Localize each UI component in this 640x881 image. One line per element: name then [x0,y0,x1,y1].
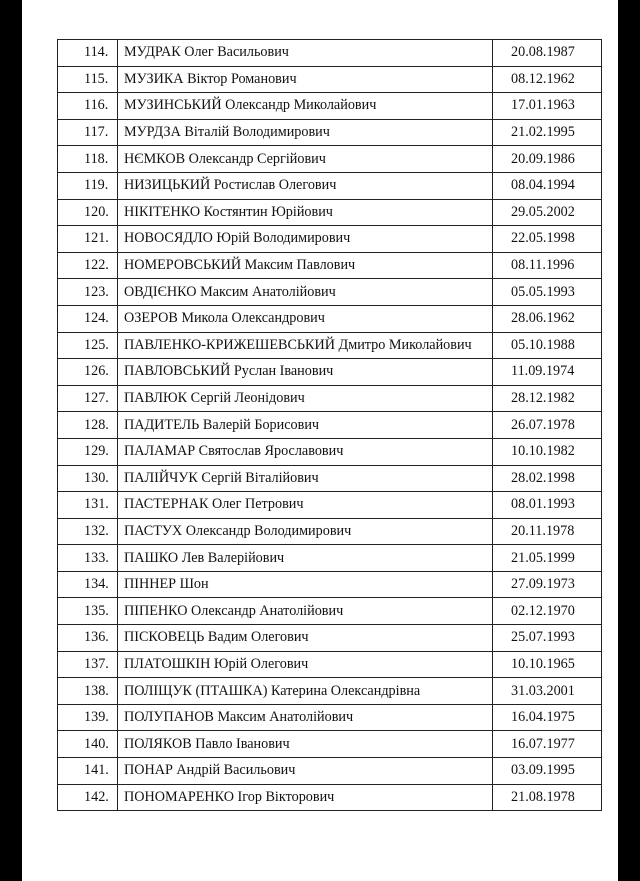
birth-date: 16.04.1975 [493,704,602,731]
birth-date: 02.12.1970 [493,598,602,625]
table-row [58,651,602,678]
row-number: 131. [58,492,118,519]
table-row [58,385,602,412]
row-number: 116. [58,93,118,120]
row-number: 132. [58,518,118,545]
row-number: 125. [58,332,118,359]
row-number: 133. [58,545,118,572]
table-row [58,119,602,146]
row-number: 128. [58,412,118,439]
person-name: ПЛАТОШКІН Юрій Олегович [118,651,493,678]
table-row [58,598,602,625]
birth-date: 26.07.1978 [493,412,602,439]
birth-date: 16.07.1977 [493,731,602,758]
row-number: 139. [58,704,118,731]
person-name: ПОЛІЩУК (ПТАШКА) Катерина Олександрівна [118,678,493,705]
birth-date: 21.02.1995 [493,119,602,146]
table-row [58,252,602,279]
birth-date: 20.08.1987 [493,40,602,67]
birth-date: 27.09.1973 [493,571,602,598]
row-number: 142. [58,784,118,811]
table-row [58,438,602,465]
person-name: НИЗИЦЬКИЙ Ростислав Олегович [118,172,493,199]
person-name: ПАШКО Лев Валерійович [118,545,493,572]
birth-date: 20.09.1986 [493,146,602,173]
table-row [58,332,602,359]
row-number: 134. [58,571,118,598]
table-row [58,359,602,386]
row-number: 129. [58,438,118,465]
table-row [58,40,602,67]
row-number: 119. [58,172,118,199]
row-number: 140. [58,731,118,758]
document-page [22,0,618,881]
table-row [58,93,602,120]
row-number: 117. [58,119,118,146]
row-number: 141. [58,758,118,785]
table-row [58,199,602,226]
row-number: 121. [58,226,118,253]
table-row [58,571,602,598]
table-row [58,279,602,306]
row-number: 138. [58,678,118,705]
birth-date: 11.09.1974 [493,359,602,386]
row-number: 136. [58,625,118,652]
person-name: ПАВЛЕНКО-КРИЖЕШЕВСЬКИЙ Дмитро Миколайович [118,332,493,359]
person-name: ПІННЕР Шон [118,571,493,598]
roster-table-body [58,40,602,811]
table-row [58,412,602,439]
table-row [58,704,602,731]
table-row [58,305,602,332]
table-row [58,66,602,93]
birth-date: 05.05.1993 [493,279,602,306]
row-number: 118. [58,146,118,173]
birth-date: 17.01.1963 [493,93,602,120]
row-number: 127. [58,385,118,412]
person-name: ПОЛЯКОВ Павло Іванович [118,731,493,758]
row-number: 123. [58,279,118,306]
person-name: МУЗИНСЬКИЙ Олександр Миколайович [118,93,493,120]
birth-date: 08.11.1996 [493,252,602,279]
person-name: НОВОСЯДЛО Юрій Володимирович [118,226,493,253]
birth-date: 25.07.1993 [493,625,602,652]
person-name: ОЗЕРОВ Микола Олександрович [118,305,493,332]
table-row [58,172,602,199]
birth-date: 28.06.1962 [493,305,602,332]
birth-date: 21.05.1999 [493,545,602,572]
person-name: ПАЛІЙЧУК Сергій Віталійович [118,465,493,492]
birth-date: 28.12.1982 [493,385,602,412]
birth-date: 20.11.1978 [493,518,602,545]
birth-date: 29.05.2002 [493,199,602,226]
table-row [58,492,602,519]
table-row [58,625,602,652]
person-name: НЄМКОВ Олександр Сергійович [118,146,493,173]
birth-date: 08.12.1962 [493,66,602,93]
birth-date: 08.04.1994 [493,172,602,199]
person-name: ПАВЛОВСЬКИЙ Руслан Іванович [118,359,493,386]
table-row [58,758,602,785]
row-number: 122. [58,252,118,279]
person-name: МУРДЗА Віталій Володимирович [118,119,493,146]
table-row [58,226,602,253]
table-row [58,545,602,572]
birth-date: 10.10.1965 [493,651,602,678]
birth-date: 08.01.1993 [493,492,602,519]
person-name: ПАВЛЮК Сергій Леонідович [118,385,493,412]
row-number: 124. [58,305,118,332]
row-number: 114. [58,40,118,67]
person-name: ПОЛУПАНОВ Максим Анатолійович [118,704,493,731]
birth-date: 31.03.2001 [493,678,602,705]
table-row [58,146,602,173]
person-name: МУДРАК Олег Васильович [118,40,493,67]
person-name: ПІСКОВЕЦЬ Вадим Олегович [118,625,493,652]
table-row [58,518,602,545]
person-name: ПАСТУХ Олександр Володимирович [118,518,493,545]
person-name: НОМЕРОВСЬКИЙ Максим Павлович [118,252,493,279]
person-name: ПОНАР Андрій Васильович [118,758,493,785]
row-number: 120. [58,199,118,226]
row-number: 130. [58,465,118,492]
birth-date: 03.09.1995 [493,758,602,785]
row-number: 135. [58,598,118,625]
row-number: 115. [58,66,118,93]
table-row [58,678,602,705]
person-name: НІКІТЕНКО Костянтин Юрійович [118,199,493,226]
person-name: ПАДИТЕЛЬ Валерій Борисович [118,412,493,439]
person-name: ПОНОМАРЕНКО Ігор Вікторович [118,784,493,811]
person-name: ПАСТЕРНАК Олег Петрович [118,492,493,519]
birth-date: 10.10.1982 [493,438,602,465]
person-name: ПАЛАМАР Святослав Ярославович [118,438,493,465]
table-row [58,731,602,758]
birth-date: 22.05.1998 [493,226,602,253]
birth-date: 28.02.1998 [493,465,602,492]
person-name: ПІПЕНКО Олександр Анатолійович [118,598,493,625]
roster-table [57,39,602,811]
person-name: МУЗИКА Віктор Романович [118,66,493,93]
table-row [58,784,602,811]
row-number: 137. [58,651,118,678]
person-name: ОВДІЄНКО Максим Анатолійович [118,279,493,306]
birth-date: 21.08.1978 [493,784,602,811]
birth-date: 05.10.1988 [493,332,602,359]
table-row [58,465,602,492]
row-number: 126. [58,359,118,386]
